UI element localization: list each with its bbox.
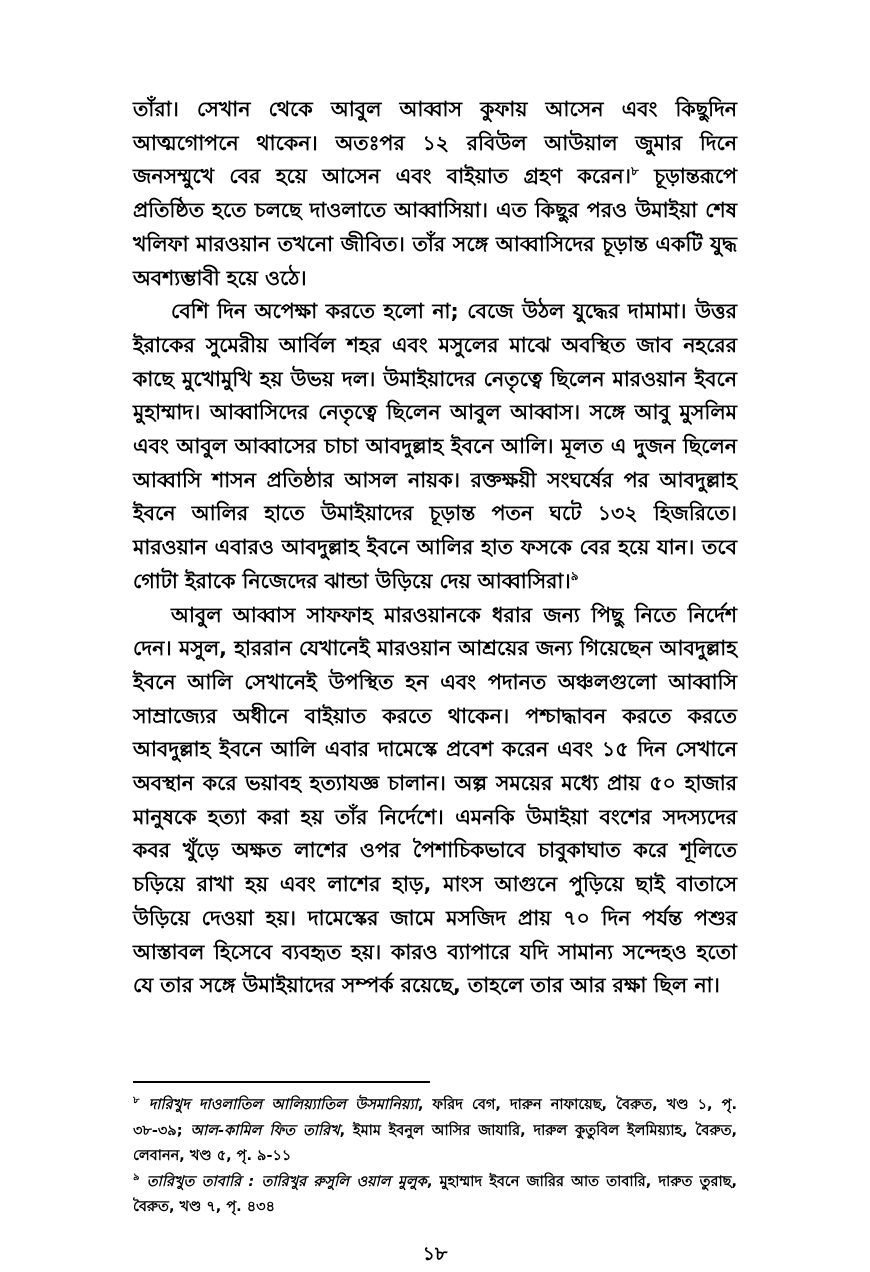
footnote-reference: ৯ (570, 569, 579, 584)
footnote (133, 1170, 737, 1221)
footnote-reference: ৮ (630, 164, 639, 179)
footnote-divider (133, 1081, 430, 1083)
footnote-source-title: তারিখুত তাবারি : তারিখুর রুসুলি ওয়াল মুলুক (146, 1173, 427, 1190)
paragraph-text: তাঁরা। সেখান থেকে আবুল আব্বাস কুফায় আসেন এবং কিছুদিন আত্মগোপনে থাকেন। অতঃপর ১২ রবিউল আউয়াল জুমার দিনে জনসম্মুখে বের হয়ে আসেন এবং বাইয়াত গ্রহণ করেন। (133, 97, 737, 189)
footnote-text: , ফরিদ বেগ, দারুন নাফায়েছ, বৈরুত, খণ্ড ১, পৃ. ৩৮-৩৯; (133, 1097, 737, 1139)
body-text (133, 93, 737, 1003)
page-number: ১৮ (422, 1243, 448, 1265)
paragraph (133, 93, 737, 295)
footnotes (133, 1093, 737, 1221)
paragraph (133, 599, 737, 1003)
footnote-mark: ৮ (133, 1095, 140, 1107)
paragraph-text: বেশি দিন অপেক্ষা করতে হলো না; বেজে উঠল যুদ্ধের দামামা। উত্তর ইরাকের সুমেরীয় আর্বিল শহর এবং মসুলের মাঝে অবস্থিত জাব নহরের কাছে মুখোমুখি হয় উভয় দল। উমাইয়াদের নেতৃত্বে ছিলেন মারওয়ান ইবনে মুহাম্মাদ। আব্বাসিদের নেতৃত্বে ছিলেন আবুল আব্বাস। সঙ্গে আবু মুসলিম এবং আবুল আব্বাসের চাচা আবদুল্লাহ ইবনে আলি। মূলত এ দুজন ছিলেন আব্বাসি শাসন প্রতিষ্ঠার আসল নায়ক। রক্তক্ষয়ী সংঘর্ষের পর আবদুল্লাহ ইবনে আলির হাতে উমাইয়াদের চূড়ান্ত পতন ঘটে ১৩২ হিজরিতে। মারওয়ান এবারও আবদুল্লাহ ইবনে আলির হাত ফসকে বের হয়ে যান। তবে গোটা ইরাকে নিজেদের ঝান্ডা উড়িয়ে দেয় আব্বাসিরা। (133, 299, 737, 593)
paragraph-text: চূড়ান্তরূপে প্রতিষ্ঠিত হতে চলছে দাওলাতে আব্বাসিয়া। এত কিছুর পরও উমাইয়া শেষ খলিফা মারওয়ান তখনো জীবিত। তাঁর সঙ্গে আব্বাসিদের চূড়ান্ত একটি যুদ্ধ অবশ্যম্ভাবী হয়ে ওঠে। (133, 164, 737, 290)
footnote (133, 1093, 737, 1170)
footnote-text: , মুহাম্মাদ ইবনে জারির আত তাবারি, দারুত তুরাছ, বৈরুত, খণ্ড ৭, পৃ. ৪৩৪ (133, 1173, 737, 1215)
paragraph (133, 295, 737, 598)
footnote-source-title: আল-কামিল ফিত তারিখ (190, 1122, 340, 1139)
footnote-mark: ৯ (133, 1171, 140, 1183)
footnote-source-title: দারিখুদ দাওলাতিল আলিয়্যাতিল উসমানিয়্যা (148, 1097, 418, 1113)
footnote-text: , ইমাম ইবনুল আসির জাযারি, দারুল কুতুবিল ইলমিয়্যাহ, বৈরুত, লেবানন, খণ্ড ৫, পৃ. ৯-১১ (133, 1122, 738, 1164)
paragraph-text: আবুল আব্বাস সাফফাহ মারওয়ানকে ধরার জন্য পিছু নিতে নির্দেশ দেন। মসুল, হাররান যেখানেই মারওয়ান আশ্রয়ের জন্য গিয়েছেন আবদুল্লাহ ইবনে আলি সেখানেই উপস্থিত হন এবং পদানত অঞ্চলগুলো আব্বাসি সাম্রাজ্যের অধীনে বাইয়াত করতে থাকেন। পশ্চাদ্ধাবন করতে করতে আবদুল্লাহ ইবনে আলি এবার দামেস্কে প্রবেশ করেন এবং ১৫ দিন সেখানে অবস্থান করে ভয়াবহ হত্যাযজ্ঞ চালান। অল্প সময়ের মধ্যে প্রায় ৫০ হাজার মানুষকে হত্যা করা হয় তাঁর নির্দেশে। এমনকি উমাইয়া বংশের সদস্যদের কবর খুঁড়ে অক্ষত লাশের ওপর পৈশাচিকভাবে চাবুকাঘাত করে শূলিতে চড়িয়ে রাখা হয় এবং লাশের হাড়, মাংস আগুনে পুড়িয়ে ছাই বাতাসে উড়িয়ে দেওয়া হয়। দামেস্কের জামে মসজিদ প্রায় ৭০ দিন পর্যন্ত পশুর আস্তাবল হিসেবে ব্যবহৃত হয়। কারও ব্যাপারে যদি সামান্য সন্দেহও হতো যে তার সঙ্গে উমাইয়াদের সম্পর্ক রয়েছে, তাহলে তার আর রক্ষা ছিল না। (133, 602, 737, 998)
